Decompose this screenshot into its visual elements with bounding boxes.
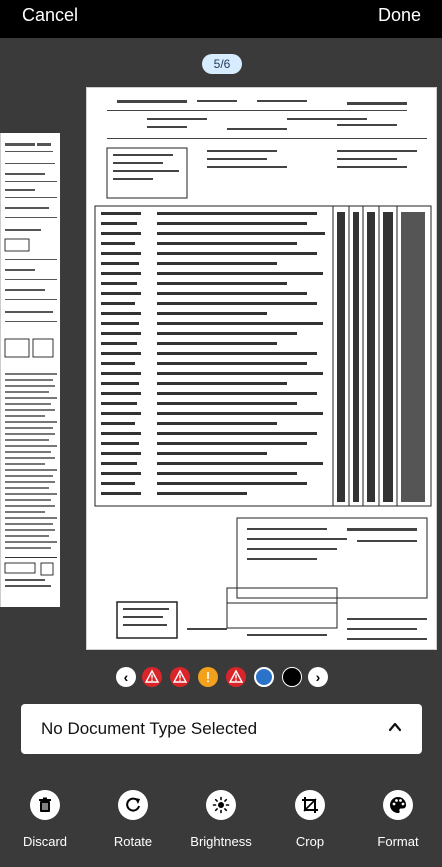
warning-triangle-icon: [142, 667, 162, 687]
page-dot-current[interactable]: [254, 667, 274, 687]
cancel-button[interactable]: Cancel: [22, 5, 79, 25]
format-label: Format: [377, 834, 419, 849]
chevron-up-icon: [386, 718, 404, 736]
discard-label: Discard: [22, 834, 68, 849]
page-indicator: 5/6: [202, 54, 242, 74]
page-navigator: [0, 667, 442, 687]
brightness-button[interactable]: [176, 790, 266, 849]
document-type-label: No Document Type Selected: [41, 719, 258, 738]
palette-icon: [383, 790, 413, 820]
discard-button[interactable]: [0, 790, 90, 849]
rotate-icon: [118, 790, 148, 820]
page-dot-caution[interactable]: [198, 667, 218, 687]
exclamation-icon: [198, 667, 218, 687]
top-bar: [0, 0, 442, 38]
previous-page-scan: [1, 133, 60, 607]
page-dot-warning[interactable]: [226, 667, 246, 687]
scanned-invoice-page: [87, 88, 437, 650]
bottom-toolbar: [0, 790, 442, 867]
trash-icon: [30, 790, 60, 820]
warning-triangle-icon: [170, 667, 190, 687]
done-button[interactable]: Done: [377, 5, 421, 25]
rotate-button[interactable]: [88, 790, 178, 849]
crop-icon: [295, 790, 325, 820]
brightness-label: Brightness: [190, 834, 252, 849]
page-dot-empty[interactable]: [282, 667, 302, 687]
page-dot-warning[interactable]: [170, 667, 190, 687]
brightness-icon: [206, 790, 236, 820]
previous-page-preview[interactable]: [0, 133, 60, 607]
current-page-preview[interactable]: [86, 87, 437, 650]
crop-button[interactable]: [265, 790, 355, 849]
document-type-selector[interactable]: [21, 704, 422, 754]
format-button[interactable]: [353, 790, 442, 849]
page-dot-warning[interactable]: [142, 667, 162, 687]
chevron-left-icon[interactable]: ‹: [116, 667, 136, 687]
crop-label: Crop: [295, 834, 325, 849]
warning-triangle-icon: [226, 667, 246, 687]
rotate-label: Rotate: [113, 834, 153, 849]
chevron-right-icon[interactable]: ›: [308, 667, 328, 687]
